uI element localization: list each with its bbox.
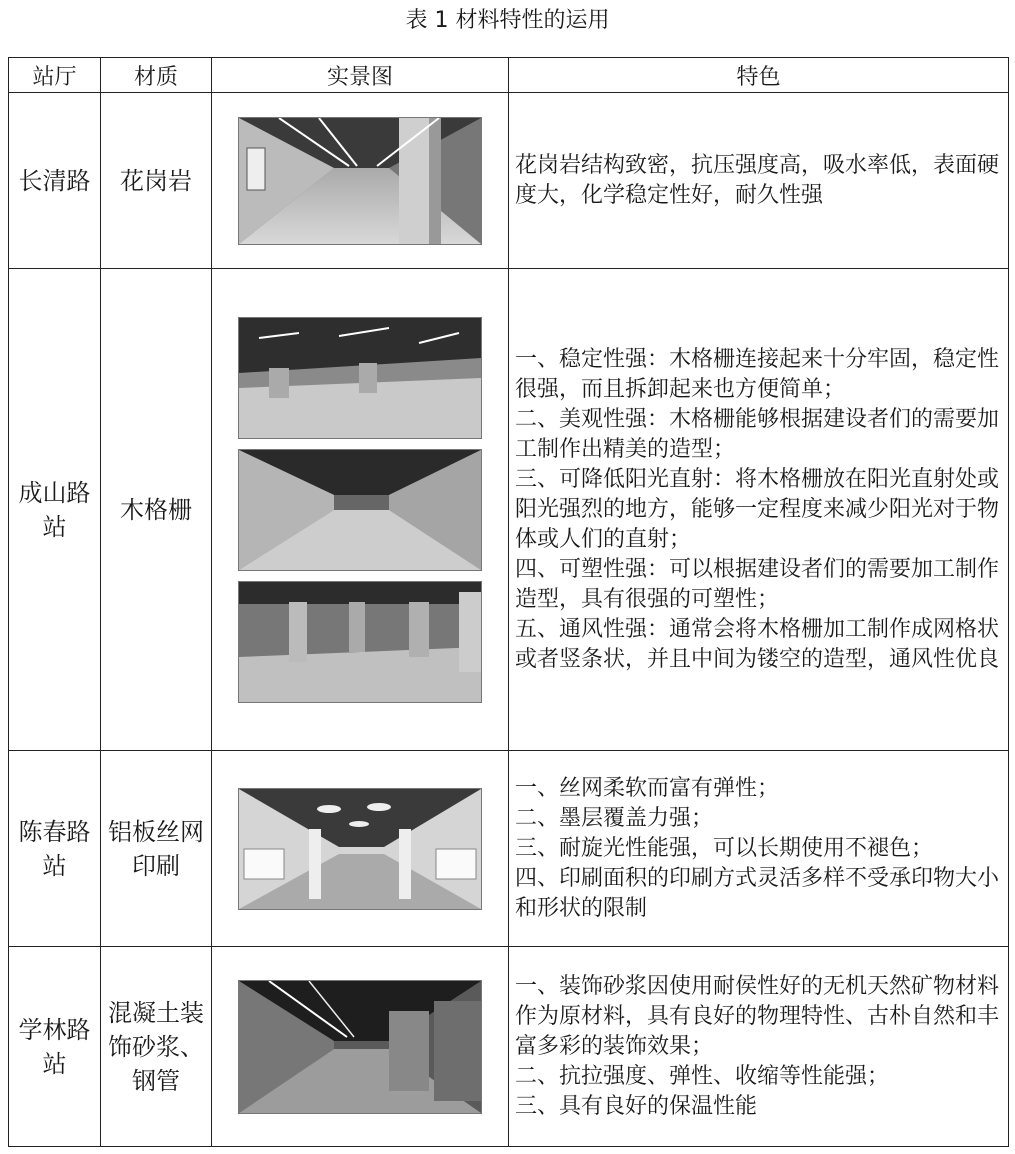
header-photo: 实景图 bbox=[212, 58, 509, 93]
table-row bbox=[9, 93, 1009, 269]
station-cell: 陈春路站 bbox=[9, 751, 101, 947]
station-photo bbox=[238, 449, 482, 571]
feature-line: 二、抗拉强度、弹性、收缩等性能强； bbox=[515, 1063, 890, 1089]
material-cell: 铝板丝网印刷 bbox=[101, 751, 212, 947]
station-photo bbox=[238, 788, 482, 910]
station-photo bbox=[238, 980, 482, 1114]
photo-cell bbox=[212, 93, 509, 269]
feature-line: 五、通风性强：通常会将木格栅加工制作成网格状或者竖条状，并且中间为镂空的造型，通风性优良 bbox=[515, 616, 1000, 672]
header-features: 特色 bbox=[509, 58, 1009, 93]
station-cell: 学林路站 bbox=[9, 947, 101, 1147]
material-cell: 混凝土装饰砂浆、钢管 bbox=[101, 947, 212, 1147]
feature-line: 一、丝网柔软而富有弹性； bbox=[515, 775, 780, 801]
header-material: 材质 bbox=[101, 58, 212, 93]
feature-line: 二、美观性强：木格栅能够根据建设者们的需要加工制作出精美的造型； bbox=[515, 406, 1000, 462]
table-row bbox=[9, 947, 1009, 1147]
station-photo bbox=[238, 317, 482, 439]
materials-table bbox=[8, 57, 1009, 1147]
feature-line: 四、印刷面积的印刷方式灵活多样不受承印物大小和形状的限制 bbox=[515, 865, 1000, 921]
feature-line: 花岗岩结构致密，抗压强度高，吸水率低，表面硬度大，化学稳定性好，耐久性强 bbox=[515, 152, 1000, 208]
feature-line: 一、装饰砂浆因使用耐侯性好的无机天然矿物材料作为原材料，具有良好的物理特性、古朴自然和丰富多彩的装饰效果； bbox=[515, 973, 1000, 1059]
features-cell bbox=[509, 947, 1009, 1147]
features-cell bbox=[509, 269, 1009, 751]
feature-line: 三、耐旋光性能强，可以长期使用不褪色； bbox=[515, 835, 934, 861]
station-photo bbox=[238, 581, 482, 703]
photo-cell bbox=[212, 947, 509, 1147]
photo-cell bbox=[212, 269, 509, 751]
header-row bbox=[9, 58, 1009, 93]
station-cell: 成山路站 bbox=[9, 269, 101, 751]
feature-line: 三、可降低阳光直射：将木格栅放在阳光直射处或阳光强烈的地方，能够一定程度来减少阳光对于物体或人们的直射； bbox=[515, 466, 1000, 552]
material-cell: 花岗岩 bbox=[101, 93, 212, 269]
features-cell bbox=[509, 751, 1009, 947]
table-row bbox=[9, 269, 1009, 751]
photo-cell bbox=[212, 751, 509, 947]
station-cell: 长清路 bbox=[9, 93, 101, 269]
table-caption: 表 1 材料特性的运用 bbox=[405, 8, 610, 33]
station-photo bbox=[238, 117, 482, 245]
feature-line: 二、墨层覆盖力强； bbox=[515, 805, 714, 831]
material-cell: 木格栅 bbox=[101, 269, 212, 751]
table-row bbox=[9, 751, 1009, 947]
feature-line: 三、具有良好的保温性能 bbox=[515, 1093, 758, 1119]
features-cell bbox=[509, 93, 1009, 269]
feature-line: 四、可塑性强：可以根据建设者们的需要加工制作造型，具有很强的可塑性； bbox=[515, 556, 1000, 612]
header-station: 站厅 bbox=[9, 58, 101, 93]
feature-line: 一、稳定性强：木格栅连接起来十分牢固，稳定性很强，而且拆卸起来也方便简单； bbox=[515, 346, 1000, 402]
